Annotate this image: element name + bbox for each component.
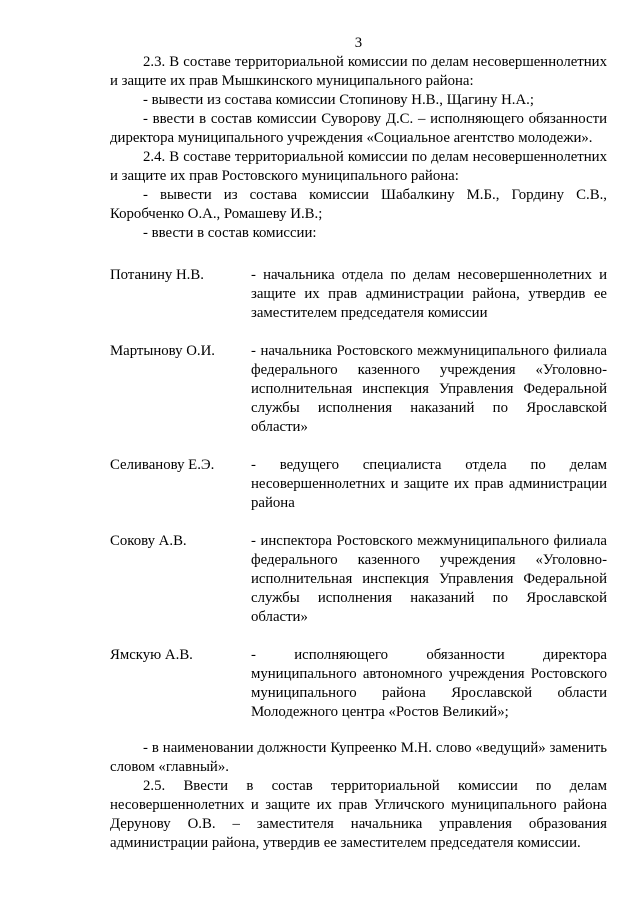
member-row (110, 456, 607, 513)
member-name: Мартынову О.И. (110, 343, 216, 359)
clause-2-3: 2.3. В составе территориальной комиссии по делам несовершеннолетних и защите их прав Мышкинского муниципального района: (110, 54, 607, 89)
member-row (110, 342, 607, 437)
document-page (110, 34, 607, 853)
member-row (110, 532, 607, 627)
member-name: Потанину Н.В. (110, 267, 204, 283)
member-position: - исполняющего обязанности директора муниципального автономного учреждения Ростовского муниципального района Ярославской области Молодежного центра «Ростов Великий»; (251, 647, 607, 720)
member-name: Селиванову Е.Э. (110, 457, 215, 473)
member-position: - начальника Ростовского межмуниципального филиала федерального казенного учреждения «Уголовно-исполнительная инспекция Управления Федеральной службы исполнения наказаний по Ярославской области» (251, 343, 607, 435)
clause-2-3-remove: - вывести из состава комиссии Стопинову Н.В., Щагину Н.А.; (143, 92, 534, 108)
clause-2-4-add: - ввести в состав комиссии: (143, 225, 317, 241)
member-position: - инспектора Ростовского межмуниципального филиала федерального казенного учреждения «Уголовно-исполнительная инспекция Управления Федеральной службы исполнения наказаний по Ярославской области» (251, 533, 607, 625)
members-table (110, 266, 607, 722)
clause-2-4-rename: - в наименовании должности Купреенко М.Н. слово «ведущий» заменить словом «главный». (110, 740, 607, 775)
member-row (110, 646, 607, 722)
clause-2-3-add: - ввести в состав комиссии Суворову Д.С. – исполняющего обязанности директора муниципального учреждения «Социальное агентство молодежи». (110, 111, 607, 146)
member-name: Ямскую А.В. (110, 647, 193, 663)
member-row (110, 266, 607, 323)
clause-2-4: 2.4. В составе территориальной комиссии по делам несовершеннолетних и защите их прав Ростовского муниципального района: (110, 149, 607, 184)
clause-2-4-remove: - вывести из состава комиссии Шабалкину М.Б., Гордину С.В., Коробченко О.А., Ромашеву И.В.; (110, 187, 607, 222)
member-name: Сокову А.В. (110, 533, 187, 549)
page-number: 3 (354, 35, 363, 51)
clause-2-5: 2.5. Ввести в состав территориальной комиссии по делам несовершеннолетних и защите их прав Угличского муниципального района Дерунову О.В. – заместителя начальника управления образования администрации района, утвердив ее заместителем председателя комиссии. (110, 778, 607, 851)
member-position: - начальника отдела по делам несовершеннолетних и защите их прав администрации района, утвердив ее заместителем председателя комиссии (251, 267, 607, 321)
member-position: - ведущего специалиста отдела по делам несовершеннолетних и защите их прав администрации района (251, 457, 607, 511)
